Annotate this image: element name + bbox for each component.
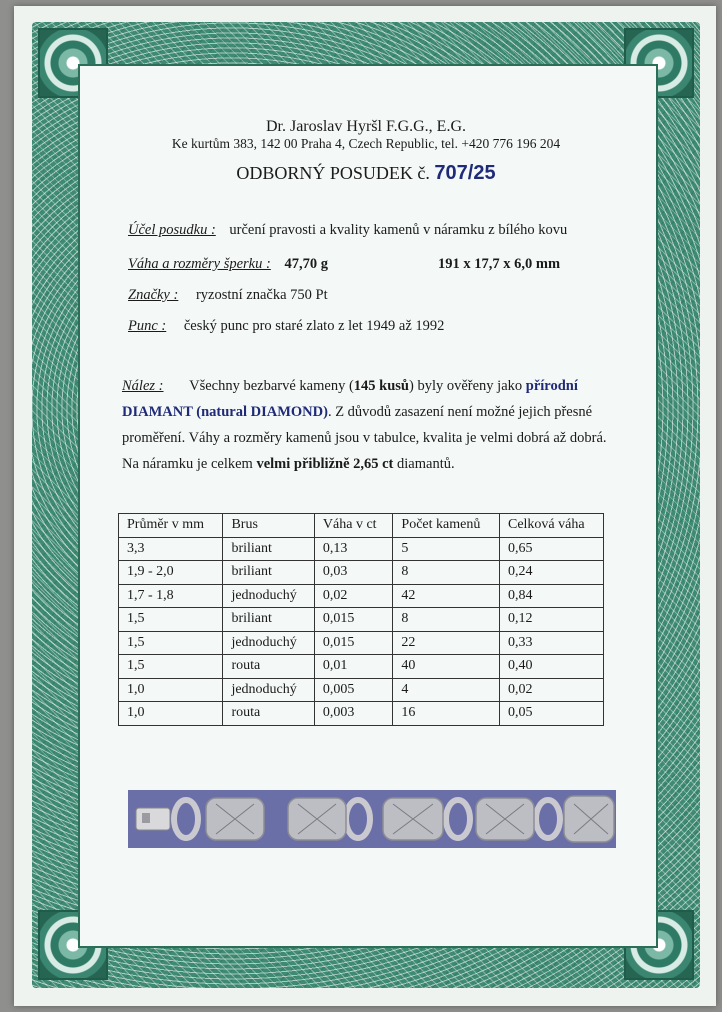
column-header: Celková váha [499, 514, 603, 538]
table-row: 1,5 routa 0,01 40 0,40 [119, 655, 604, 679]
purpose-label: Účel posudku : [128, 222, 216, 238]
certificate-number: 707/25 [434, 162, 496, 184]
document-title: ODBORNÝ POSUDEK č. [236, 163, 430, 183]
bracelet-photo [128, 790, 616, 848]
purpose-value: určení pravosti a kvality kamenů v náramku z bílého kovu [229, 222, 568, 238]
weight-row [128, 256, 328, 273]
table-row: 1,7 - 1,8 jednoduchý 0,02 42 0,84 [119, 584, 604, 608]
table-row: 1,5 jednoduchý 0,015 22 0,33 [119, 631, 604, 655]
finding-line-2: DIAMANT (natural DIAMOND). Z důvodů zasazení není možné jejich přesné [122, 404, 593, 420]
column-header: Počet kamenů [393, 514, 500, 538]
hallmark-row [128, 318, 444, 335]
finding-line-1: Nález : Všechny bezbarvé kameny (145 kusů) byly ověřeny jako přírodní [122, 378, 578, 394]
marks-row [128, 287, 328, 304]
marks-label: Značky : [128, 287, 179, 303]
dimensions-value: 191 x 17,7 x 6,0 mm [438, 256, 561, 272]
table-row: 3,3 briliant 0,13 5 0,65 [119, 537, 604, 561]
column-header: Průměr v mm [119, 514, 223, 538]
column-header: Váha v ct [314, 514, 393, 538]
finding-label: Nález : [122, 378, 164, 394]
marks-value: ryzostní značka 750 Pt [195, 287, 328, 303]
page-title [78, 162, 654, 185]
finding-line-4: Na náramku je celkem velmi přibližně 2,65 ct diamantů. [122, 456, 455, 472]
issuer-name: Dr. Jaroslav Hyršl F.G.G., E.G. [265, 118, 467, 135]
weight-label: Váha a rozměry šperku : [128, 256, 271, 272]
issuer-address: Ke kurtům 383, 142 00 Praha 4, Czech Republic, tel. +420 776 196 204 [171, 136, 561, 151]
finding-line-3: proměření. Váhy a rozměry kamenů jsou v tabulce, kvalita je velmi dobrá až dobrá. [122, 430, 607, 446]
hallmark-value: český punc pro staré zlato z let 1949 až 1992 [183, 318, 445, 334]
column-header: Brus [223, 514, 314, 538]
weight-value: 47,70 g [284, 256, 328, 272]
purpose-row [128, 222, 567, 239]
bracelet-image [128, 790, 616, 848]
table-row: 1,0 routa 0,003 16 0,05 [119, 702, 604, 726]
table-row: 1,9 - 2,0 briliant 0,03 8 0,24 [119, 561, 604, 585]
hallmark-label: Punc : [128, 318, 167, 334]
table-header-row [119, 514, 604, 538]
table-row: 1,0 jednoduchý 0,005 4 0,02 [119, 678, 604, 702]
table-row: 1,5 briliant 0,015 8 0,12 [119, 608, 604, 632]
stones-table [118, 513, 604, 726]
